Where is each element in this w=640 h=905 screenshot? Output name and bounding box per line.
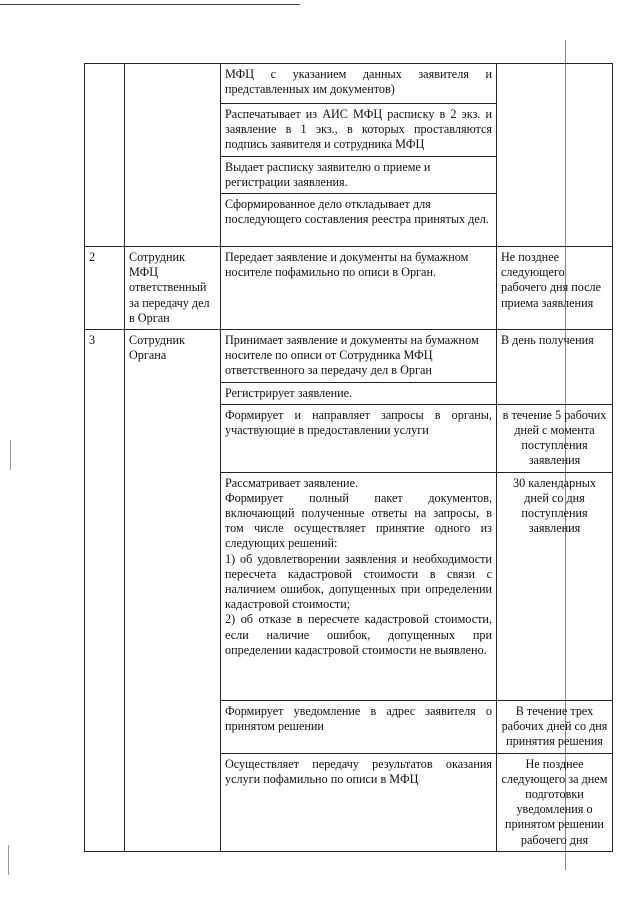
row-action-decision	[221, 472, 497, 700]
row-action: Выдает расписку заявителю о приеме и регистрации заявления.	[221, 156, 497, 193]
row-number: 2	[85, 247, 125, 330]
scan-artifact-line	[8, 845, 9, 875]
row-action: Регистрирует заявление.	[221, 382, 497, 404]
row-term: В день получения	[497, 330, 613, 405]
scan-artifact-line	[10, 440, 11, 470]
row-actor: Сотрудник МФЦ ответственный за передачу дел в Орган	[125, 247, 221, 330]
row-action: Сформированное дело откладывает для последующего составления реестра принятых дел.	[221, 194, 497, 247]
row-actor: Сотрудник Органа	[125, 330, 221, 852]
row-actor	[125, 64, 221, 247]
row-action: Принимает заявление и документы на бумажном носителе по описи от Сотрудника МФЦ ответственного за передачу дел в Орган	[221, 330, 497, 383]
scan-artifact-line	[0, 4, 300, 5]
row-term	[497, 64, 613, 247]
row-number: 3	[85, 330, 125, 852]
row-term: Не позднее следующего рабочего дня после приема заявления	[497, 247, 613, 330]
row-action: МФЦ с указанием данных заявителя и представленных им документов)	[221, 64, 497, 104]
action-step: 2) об отказе в пересчете кадастровой стоимости, если наличие ошибок, допущенных при определении кадастровой стоимости не выявлено.	[225, 612, 492, 657]
table-row	[85, 330, 613, 383]
action-step: Рассматривает заявление.	[225, 475, 359, 490]
procedure-table	[84, 63, 613, 852]
row-action: Формирует и направляет запросы в органы, участвующие в предоставлении услуги	[221, 404, 497, 472]
row-action: Осуществляет передачу результатов оказания услуги пофамильно по описи в МФЦ	[221, 753, 497, 851]
table-row	[85, 247, 613, 330]
action-step: Формирует полный пакет документов, включающий полученные ответы на запросы, в том числе осуществляет принятие одного из следующих решений:	[225, 490, 492, 551]
row-action: Распечатывает из АИС МФЦ расписку в 2 экз. и заявление в 1 экз., в которых проставляются подпись заявителя и сотрудника МФЦ	[221, 104, 497, 157]
row-term: Не позднее следующего за днем подготовки уведомления о принятом решении рабочего дня	[497, 753, 613, 851]
table-row	[85, 64, 613, 104]
row-number	[85, 64, 125, 247]
row-term: в течение 5 рабочих дней с момента поступления заявления	[497, 404, 613, 472]
row-term: 30 календарных дней со дня поступления заявления	[497, 472, 613, 700]
row-action: Передает заявление и документы на бумажном носителе пофамильно по описи в Орган.	[221, 247, 497, 330]
row-action: Формирует уведомление в адрес заявителя о принятом решении	[221, 700, 497, 753]
action-step: 1) об удовлетворении заявления и необходимости пересчета кадастровой стоимости в связи с наличием ошибок, допущенных при определении кадастровой стоимости;	[225, 551, 492, 612]
row-term: В течение трех рабочих дней со дня принятия решения	[497, 700, 613, 753]
